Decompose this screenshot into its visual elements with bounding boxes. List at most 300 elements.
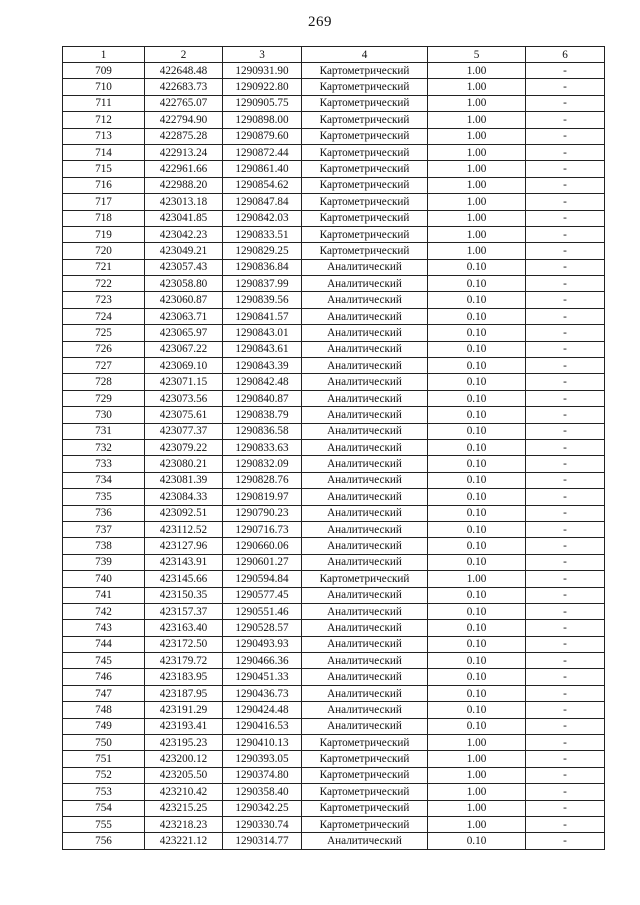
method-cell: Аналитический [302, 538, 428, 554]
x-coordinate-cell: 423013.18 [145, 194, 223, 210]
note-cell: - [526, 685, 605, 701]
point-number-cell: 735 [63, 489, 145, 505]
point-number-cell: 733 [63, 456, 145, 472]
note-cell: - [526, 259, 605, 275]
note-cell: - [526, 292, 605, 308]
table-header [63, 47, 605, 63]
x-coordinate-cell: 423065.97 [145, 325, 223, 341]
note-cell: - [526, 505, 605, 521]
point-number-cell: 746 [63, 669, 145, 685]
table-row [63, 456, 605, 472]
note-cell: - [526, 144, 605, 160]
accuracy-cell: 0.10 [428, 669, 526, 685]
point-number-cell: 740 [63, 571, 145, 587]
x-coordinate-cell: 423221.12 [145, 833, 223, 849]
table-row [63, 521, 605, 537]
note-cell: - [526, 620, 605, 636]
method-cell: Картометрический [302, 784, 428, 800]
table-row [63, 358, 605, 374]
table-row [63, 505, 605, 521]
method-cell: Аналитический [302, 259, 428, 275]
point-number-cell: 749 [63, 718, 145, 734]
note-cell: - [526, 161, 605, 177]
x-coordinate-cell: 423071.15 [145, 374, 223, 390]
point-number-cell: 737 [63, 521, 145, 537]
method-cell: Аналитический [302, 620, 428, 636]
note-cell: - [526, 177, 605, 193]
method-cell: Картометрический [302, 243, 428, 259]
accuracy-cell: 0.10 [428, 407, 526, 423]
accuracy-cell: 0.10 [428, 653, 526, 669]
note-cell: - [526, 554, 605, 570]
table-row [63, 374, 605, 390]
x-coordinate-cell: 422794.90 [145, 112, 223, 128]
y-coordinate-cell: 1290790.23 [223, 505, 302, 521]
y-coordinate-cell: 1290374.80 [223, 767, 302, 783]
point-number-cell: 739 [63, 554, 145, 570]
column-header: 2 [145, 47, 223, 63]
accuracy-cell: 0.10 [428, 456, 526, 472]
x-coordinate-cell: 422765.07 [145, 95, 223, 111]
x-coordinate-cell: 423112.52 [145, 521, 223, 537]
note-cell: - [526, 325, 605, 341]
accuracy-cell: 0.10 [428, 358, 526, 374]
accuracy-cell: 0.10 [428, 423, 526, 439]
point-number-cell: 747 [63, 685, 145, 701]
note-cell: - [526, 276, 605, 292]
point-number-cell: 725 [63, 325, 145, 341]
y-coordinate-cell: 1290716.73 [223, 521, 302, 537]
x-coordinate-cell: 422875.28 [145, 128, 223, 144]
note-cell: - [526, 95, 605, 111]
accuracy-cell: 1.00 [428, 194, 526, 210]
y-coordinate-cell: 1290410.13 [223, 735, 302, 751]
accuracy-cell: 1.00 [428, 816, 526, 832]
point-number-cell: 756 [63, 833, 145, 849]
point-number-cell: 716 [63, 177, 145, 193]
x-coordinate-cell: 423218.23 [145, 816, 223, 832]
method-cell: Картометрический [302, 63, 428, 79]
method-cell: Аналитический [302, 308, 428, 324]
x-coordinate-cell: 423183.95 [145, 669, 223, 685]
method-cell: Картометрический [302, 112, 428, 128]
x-coordinate-cell: 423069.10 [145, 358, 223, 374]
method-cell: Аналитический [302, 505, 428, 521]
x-coordinate-cell: 423079.22 [145, 439, 223, 455]
point-number-cell: 713 [63, 128, 145, 144]
table-row [63, 751, 605, 767]
y-coordinate-cell: 1290393.05 [223, 751, 302, 767]
table-row [63, 603, 605, 619]
point-number-cell: 752 [63, 767, 145, 783]
accuracy-cell: 0.10 [428, 374, 526, 390]
point-number-cell: 714 [63, 144, 145, 160]
method-cell: Аналитический [302, 669, 428, 685]
table-row [63, 177, 605, 193]
method-cell: Аналитический [302, 341, 428, 357]
accuracy-cell: 1.00 [428, 95, 526, 111]
y-coordinate-cell: 1290833.51 [223, 226, 302, 242]
table-row [63, 292, 605, 308]
x-coordinate-cell: 423081.39 [145, 472, 223, 488]
note-cell: - [526, 636, 605, 652]
method-cell: Аналитический [302, 718, 428, 734]
point-number-cell: 745 [63, 653, 145, 669]
y-coordinate-cell: 1290840.87 [223, 390, 302, 406]
y-coordinate-cell: 1290424.48 [223, 702, 302, 718]
note-cell: - [526, 653, 605, 669]
method-cell: Аналитический [302, 276, 428, 292]
method-cell: Аналитический [302, 554, 428, 570]
table-row [63, 571, 605, 587]
table-row [63, 587, 605, 603]
y-coordinate-cell: 1290842.03 [223, 210, 302, 226]
method-cell: Картометрический [302, 79, 428, 95]
y-coordinate-cell: 1290466.36 [223, 653, 302, 669]
point-number-cell: 728 [63, 374, 145, 390]
note-cell: - [526, 243, 605, 259]
y-coordinate-cell: 1290836.84 [223, 259, 302, 275]
y-coordinate-cell: 1290833.63 [223, 439, 302, 455]
point-number-cell: 718 [63, 210, 145, 226]
note-cell: - [526, 210, 605, 226]
method-cell: Картометрический [302, 751, 428, 767]
y-coordinate-cell: 1290660.06 [223, 538, 302, 554]
method-cell: Аналитический [302, 636, 428, 652]
x-coordinate-cell: 423067.22 [145, 341, 223, 357]
column-header: 6 [526, 47, 605, 63]
table-row [63, 489, 605, 505]
accuracy-cell: 0.10 [428, 276, 526, 292]
point-number-cell: 717 [63, 194, 145, 210]
accuracy-cell: 1.00 [428, 79, 526, 95]
y-coordinate-cell: 1290832.09 [223, 456, 302, 472]
table-row [63, 79, 605, 95]
table-row [63, 816, 605, 832]
method-cell: Аналитический [302, 587, 428, 603]
note-cell: - [526, 358, 605, 374]
y-coordinate-cell: 1290847.84 [223, 194, 302, 210]
table-row [63, 653, 605, 669]
table-row [63, 112, 605, 128]
x-coordinate-cell: 423127.96 [145, 538, 223, 554]
table-row [63, 226, 605, 242]
table-body [63, 63, 605, 850]
method-cell: Аналитический [302, 472, 428, 488]
point-number-cell: 729 [63, 390, 145, 406]
method-cell: Аналитический [302, 833, 428, 849]
accuracy-cell: 1.00 [428, 177, 526, 193]
method-cell: Картометрический [302, 800, 428, 816]
accuracy-cell: 1.00 [428, 226, 526, 242]
accuracy-cell: 0.10 [428, 833, 526, 849]
table-row [63, 636, 605, 652]
x-coordinate-cell: 422683.73 [145, 79, 223, 95]
table-row [63, 669, 605, 685]
table-row [63, 390, 605, 406]
y-coordinate-cell: 1290837.99 [223, 276, 302, 292]
point-number-cell: 736 [63, 505, 145, 521]
point-number-cell: 755 [63, 816, 145, 832]
table-row [63, 276, 605, 292]
x-coordinate-cell: 422988.20 [145, 177, 223, 193]
point-number-cell: 723 [63, 292, 145, 308]
accuracy-cell: 0.10 [428, 489, 526, 505]
y-coordinate-cell: 1290314.77 [223, 833, 302, 849]
x-coordinate-cell: 423157.37 [145, 603, 223, 619]
point-number-cell: 742 [63, 603, 145, 619]
x-coordinate-cell: 423210.42 [145, 784, 223, 800]
accuracy-cell: 1.00 [428, 784, 526, 800]
accuracy-cell: 0.10 [428, 718, 526, 734]
y-coordinate-cell: 1290819.97 [223, 489, 302, 505]
accuracy-cell: 0.10 [428, 259, 526, 275]
table-row [63, 144, 605, 160]
coordinates-table [62, 46, 605, 850]
table-row [63, 702, 605, 718]
method-cell: Аналитический [302, 521, 428, 537]
y-coordinate-cell: 1290330.74 [223, 816, 302, 832]
accuracy-cell: 1.00 [428, 63, 526, 79]
point-number-cell: 754 [63, 800, 145, 816]
note-cell: - [526, 571, 605, 587]
y-coordinate-cell: 1290358.40 [223, 784, 302, 800]
x-coordinate-cell: 423145.66 [145, 571, 223, 587]
accuracy-cell: 0.10 [428, 439, 526, 455]
y-coordinate-cell: 1290828.76 [223, 472, 302, 488]
note-cell: - [526, 702, 605, 718]
note-cell: - [526, 735, 605, 751]
note-cell: - [526, 521, 605, 537]
note-cell: - [526, 128, 605, 144]
column-header: 4 [302, 47, 428, 63]
x-coordinate-cell: 423163.40 [145, 620, 223, 636]
point-number-cell: 734 [63, 472, 145, 488]
note-cell: - [526, 423, 605, 439]
column-header: 3 [223, 47, 302, 63]
method-cell: Картометрический [302, 144, 428, 160]
x-coordinate-cell: 423187.95 [145, 685, 223, 701]
accuracy-cell: 0.10 [428, 308, 526, 324]
table-row [63, 554, 605, 570]
method-cell: Картометрический [302, 95, 428, 111]
table-row [63, 308, 605, 324]
point-number-cell: 724 [63, 308, 145, 324]
method-cell: Аналитический [302, 439, 428, 455]
accuracy-cell: 0.10 [428, 554, 526, 570]
point-number-cell: 727 [63, 358, 145, 374]
table-row [63, 243, 605, 259]
y-coordinate-cell: 1290839.56 [223, 292, 302, 308]
accuracy-cell: 0.10 [428, 636, 526, 652]
method-cell: Аналитический [302, 603, 428, 619]
point-number-cell: 748 [63, 702, 145, 718]
point-number-cell: 726 [63, 341, 145, 357]
accuracy-cell: 0.10 [428, 341, 526, 357]
method-cell: Аналитический [302, 685, 428, 701]
point-number-cell: 741 [63, 587, 145, 603]
x-coordinate-cell: 423195.23 [145, 735, 223, 751]
note-cell: - [526, 669, 605, 685]
x-coordinate-cell: 423143.91 [145, 554, 223, 570]
y-coordinate-cell: 1290922.80 [223, 79, 302, 95]
table-row [63, 407, 605, 423]
x-coordinate-cell: 423073.56 [145, 390, 223, 406]
table-row [63, 833, 605, 849]
x-coordinate-cell: 422961.66 [145, 161, 223, 177]
x-coordinate-cell: 423215.25 [145, 800, 223, 816]
y-coordinate-cell: 1290861.40 [223, 161, 302, 177]
accuracy-cell: 1.00 [428, 161, 526, 177]
method-cell: Аналитический [302, 390, 428, 406]
point-number-cell: 753 [63, 784, 145, 800]
note-cell: - [526, 194, 605, 210]
x-coordinate-cell: 423075.61 [145, 407, 223, 423]
method-cell: Аналитический [302, 653, 428, 669]
accuracy-cell: 1.00 [428, 112, 526, 128]
x-coordinate-cell: 423063.71 [145, 308, 223, 324]
method-cell: Картометрический [302, 226, 428, 242]
point-number-cell: 709 [63, 63, 145, 79]
y-coordinate-cell: 1290829.25 [223, 243, 302, 259]
accuracy-cell: 0.10 [428, 685, 526, 701]
method-cell: Картометрический [302, 767, 428, 783]
y-coordinate-cell: 1290416.53 [223, 718, 302, 734]
note-cell: - [526, 439, 605, 455]
x-coordinate-cell: 423057.43 [145, 259, 223, 275]
table-row [63, 341, 605, 357]
table-row [63, 767, 605, 783]
y-coordinate-cell: 1290841.57 [223, 308, 302, 324]
y-coordinate-cell: 1290843.39 [223, 358, 302, 374]
table-row [63, 439, 605, 455]
note-cell: - [526, 374, 605, 390]
table-row [63, 472, 605, 488]
method-cell: Аналитический [302, 489, 428, 505]
point-number-cell: 751 [63, 751, 145, 767]
y-coordinate-cell: 1290854.62 [223, 177, 302, 193]
method-cell: Аналитический [302, 374, 428, 390]
note-cell: - [526, 800, 605, 816]
point-number-cell: 715 [63, 161, 145, 177]
y-coordinate-cell: 1290843.61 [223, 341, 302, 357]
table-row [63, 735, 605, 751]
x-coordinate-cell: 423205.50 [145, 767, 223, 783]
method-cell: Картометрический [302, 571, 428, 587]
table-row [63, 161, 605, 177]
x-coordinate-cell: 423080.21 [145, 456, 223, 472]
table-row [63, 128, 605, 144]
x-coordinate-cell: 423150.35 [145, 587, 223, 603]
y-coordinate-cell: 1290594.84 [223, 571, 302, 587]
note-cell: - [526, 112, 605, 128]
point-number-cell: 710 [63, 79, 145, 95]
table-row [63, 423, 605, 439]
note-cell: - [526, 308, 605, 324]
accuracy-cell: 0.10 [428, 603, 526, 619]
y-coordinate-cell: 1290436.73 [223, 685, 302, 701]
table-row [63, 63, 605, 79]
point-number-cell: 721 [63, 259, 145, 275]
accuracy-cell: 0.10 [428, 292, 526, 308]
y-coordinate-cell: 1290577.45 [223, 587, 302, 603]
note-cell: - [526, 407, 605, 423]
accuracy-cell: 0.10 [428, 620, 526, 636]
point-number-cell: 738 [63, 538, 145, 554]
x-coordinate-cell: 423041.85 [145, 210, 223, 226]
accuracy-cell: 0.10 [428, 505, 526, 521]
x-coordinate-cell: 422648.48 [145, 63, 223, 79]
x-coordinate-cell: 423049.21 [145, 243, 223, 259]
method-cell: Аналитический [302, 456, 428, 472]
accuracy-cell: 1.00 [428, 735, 526, 751]
method-cell: Картометрический [302, 177, 428, 193]
method-cell: Картометрический [302, 128, 428, 144]
accuracy-cell: 1.00 [428, 144, 526, 160]
table-row [63, 800, 605, 816]
accuracy-cell: 1.00 [428, 767, 526, 783]
point-number-cell: 712 [63, 112, 145, 128]
method-cell: Аналитический [302, 702, 428, 718]
note-cell: - [526, 63, 605, 79]
table-row [63, 210, 605, 226]
y-coordinate-cell: 1290931.90 [223, 63, 302, 79]
note-cell: - [526, 751, 605, 767]
y-coordinate-cell: 1290879.60 [223, 128, 302, 144]
note-cell: - [526, 456, 605, 472]
accuracy-cell: 1.00 [428, 210, 526, 226]
accuracy-cell: 0.10 [428, 325, 526, 341]
x-coordinate-cell: 423042.23 [145, 226, 223, 242]
table-row [63, 718, 605, 734]
y-coordinate-cell: 1290898.00 [223, 112, 302, 128]
accuracy-cell: 0.10 [428, 521, 526, 537]
point-number-cell: 743 [63, 620, 145, 636]
method-cell: Картометрический [302, 735, 428, 751]
accuracy-cell: 1.00 [428, 571, 526, 587]
y-coordinate-cell: 1290551.46 [223, 603, 302, 619]
y-coordinate-cell: 1290451.33 [223, 669, 302, 685]
table-row [63, 685, 605, 701]
x-coordinate-cell: 423058.80 [145, 276, 223, 292]
accuracy-cell: 1.00 [428, 800, 526, 816]
y-coordinate-cell: 1290838.79 [223, 407, 302, 423]
table-row [63, 95, 605, 111]
note-cell: - [526, 833, 605, 849]
point-number-cell: 730 [63, 407, 145, 423]
note-cell: - [526, 390, 605, 406]
x-coordinate-cell: 423084.33 [145, 489, 223, 505]
note-cell: - [526, 603, 605, 619]
accuracy-cell: 0.10 [428, 390, 526, 406]
method-cell: Картометрический [302, 210, 428, 226]
point-number-cell: 750 [63, 735, 145, 751]
point-number-cell: 711 [63, 95, 145, 111]
method-cell: Картометрический [302, 194, 428, 210]
x-coordinate-cell: 423077.37 [145, 423, 223, 439]
table-row [63, 194, 605, 210]
method-cell: Картометрический [302, 161, 428, 177]
point-number-cell: 732 [63, 439, 145, 455]
method-cell: Аналитический [302, 423, 428, 439]
note-cell: - [526, 538, 605, 554]
method-cell: Аналитический [302, 292, 428, 308]
note-cell: - [526, 226, 605, 242]
accuracy-cell: 1.00 [428, 128, 526, 144]
x-coordinate-cell: 423191.29 [145, 702, 223, 718]
y-coordinate-cell: 1290528.57 [223, 620, 302, 636]
point-number-cell: 744 [63, 636, 145, 652]
